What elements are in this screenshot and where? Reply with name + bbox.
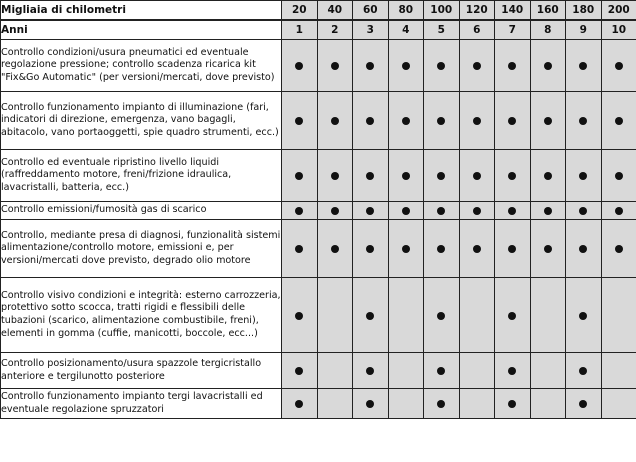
schedule-cell bbox=[530, 150, 566, 202]
bullet-dot-icon bbox=[366, 172, 374, 180]
years-header-row bbox=[1, 20, 636, 40]
schedule-cell bbox=[424, 389, 460, 419]
bullet-dot-icon bbox=[508, 312, 516, 320]
bullet-dot-icon bbox=[295, 62, 303, 70]
bullet-dot-icon bbox=[508, 62, 516, 70]
years-header-cell: 6 bbox=[459, 20, 495, 40]
km-header-cell: 20 bbox=[282, 1, 318, 21]
schedule-cell bbox=[424, 220, 460, 278]
bullet-dot-icon bbox=[366, 207, 374, 215]
schedule-cell bbox=[530, 40, 566, 92]
bullet-dot-icon bbox=[331, 207, 339, 215]
bullet-dot-icon bbox=[508, 117, 516, 125]
years-header-label: Anni bbox=[1, 20, 282, 40]
schedule-cell bbox=[424, 92, 460, 150]
schedule-cell bbox=[601, 353, 636, 389]
bullet-dot-icon bbox=[544, 172, 552, 180]
bullet-dot-icon bbox=[295, 245, 303, 253]
schedule-cell bbox=[566, 353, 602, 389]
bullet-dot-icon bbox=[331, 245, 339, 253]
schedule-cell bbox=[601, 389, 636, 419]
years-header-cell: 10 bbox=[601, 20, 636, 40]
schedule-cell bbox=[317, 92, 353, 150]
schedule-cell bbox=[388, 202, 424, 220]
bullet-dot-icon bbox=[437, 207, 445, 215]
bullet-dot-icon bbox=[437, 62, 445, 70]
schedule-cell bbox=[530, 353, 566, 389]
bullet-dot-icon bbox=[402, 117, 410, 125]
schedule-cell bbox=[282, 202, 318, 220]
schedule-cell bbox=[388, 220, 424, 278]
table-row bbox=[1, 92, 636, 150]
km-header-cell: 140 bbox=[495, 1, 531, 21]
bullet-dot-icon bbox=[366, 245, 374, 253]
km-header-cell: 160 bbox=[530, 1, 566, 21]
years-header-cell: 9 bbox=[566, 20, 602, 40]
operation-description: Controllo funzionamento impianto di illuminazione (fari, indicatori di direzione, emergenza, vano bagagli, abitacolo, vano portaoggetti, spie quadro strumenti, ecc.) bbox=[1, 92, 282, 150]
bullet-dot-icon bbox=[366, 400, 374, 408]
bullet-dot-icon bbox=[295, 400, 303, 408]
km-header-cell: 100 bbox=[424, 1, 460, 21]
bullet-dot-icon bbox=[295, 207, 303, 215]
schedule-cell bbox=[353, 278, 389, 353]
bullet-dot-icon bbox=[295, 367, 303, 375]
bullet-dot-icon bbox=[331, 172, 339, 180]
operation-description: Controllo posizionamento/usura spazzole tergicristallo anteriore e tergilunotto posteriore bbox=[1, 353, 282, 389]
operation-description: Controllo condizioni/usura pneumatici ed eventuale regolazione pressione; controllo scadenza ricarica kit "Fix&Go Automatic" (per versioni/mercati, dove previsto) bbox=[1, 40, 282, 92]
bullet-dot-icon bbox=[579, 367, 587, 375]
operation-description: Controllo funzionamento impianto tergi lavacristalli ed eventuale regolazione spruzzatori bbox=[1, 389, 282, 419]
schedule-cell bbox=[353, 389, 389, 419]
maintenance-rows bbox=[1, 40, 636, 419]
bullet-dot-icon bbox=[437, 367, 445, 375]
bullet-dot-icon bbox=[366, 312, 374, 320]
schedule-cell bbox=[566, 389, 602, 419]
km-header-cell: 60 bbox=[353, 1, 389, 21]
bullet-dot-icon bbox=[473, 245, 481, 253]
schedule-cell bbox=[566, 202, 602, 220]
schedule-cell bbox=[459, 40, 495, 92]
bullet-dot-icon bbox=[579, 400, 587, 408]
schedule-cell bbox=[388, 389, 424, 419]
schedule-cell bbox=[424, 278, 460, 353]
schedule-cell bbox=[495, 40, 531, 92]
schedule-cell bbox=[282, 92, 318, 150]
schedule-cell bbox=[388, 92, 424, 150]
bullet-dot-icon bbox=[473, 117, 481, 125]
bullet-dot-icon bbox=[579, 245, 587, 253]
bullet-dot-icon bbox=[579, 117, 587, 125]
schedule-cell bbox=[495, 220, 531, 278]
schedule-cell bbox=[353, 40, 389, 92]
schedule-cell bbox=[566, 220, 602, 278]
table-row bbox=[1, 278, 636, 353]
bullet-dot-icon bbox=[366, 117, 374, 125]
bullet-dot-icon bbox=[544, 62, 552, 70]
schedule-cell bbox=[495, 92, 531, 150]
bullet-dot-icon bbox=[473, 62, 481, 70]
bullet-dot-icon bbox=[437, 312, 445, 320]
bullet-dot-icon bbox=[615, 62, 623, 70]
years-header-cell: 1 bbox=[282, 20, 318, 40]
bullet-dot-icon bbox=[437, 400, 445, 408]
bullet-dot-icon bbox=[579, 312, 587, 320]
schedule-cell bbox=[353, 150, 389, 202]
operation-description: Controllo ed eventuale ripristino livello liquidi (raffreddamento motore, freni/frizione idraulica, lavacristalli, batteria, ecc.) bbox=[1, 150, 282, 202]
bullet-dot-icon bbox=[508, 245, 516, 253]
table-row bbox=[1, 40, 636, 92]
bullet-dot-icon bbox=[366, 62, 374, 70]
table-row bbox=[1, 353, 636, 389]
bullet-dot-icon bbox=[366, 367, 374, 375]
schedule-cell bbox=[530, 389, 566, 419]
schedule-cell bbox=[495, 150, 531, 202]
schedule-cell bbox=[566, 150, 602, 202]
bullet-dot-icon bbox=[402, 62, 410, 70]
bullet-dot-icon bbox=[437, 117, 445, 125]
schedule-cell bbox=[424, 353, 460, 389]
operation-description: Controllo emissioni/fumosità gas di scarico bbox=[1, 202, 282, 220]
schedule-cell bbox=[566, 92, 602, 150]
bullet-dot-icon bbox=[508, 207, 516, 215]
table-row bbox=[1, 150, 636, 202]
bullet-dot-icon bbox=[579, 172, 587, 180]
schedule-cell bbox=[459, 202, 495, 220]
table-row bbox=[1, 202, 636, 220]
schedule-cell bbox=[317, 220, 353, 278]
schedule-cell bbox=[495, 353, 531, 389]
schedule-cell bbox=[459, 150, 495, 202]
schedule-cell bbox=[530, 278, 566, 353]
schedule-cell bbox=[353, 353, 389, 389]
schedule-cell bbox=[388, 353, 424, 389]
table-row bbox=[1, 389, 636, 419]
bullet-dot-icon bbox=[544, 245, 552, 253]
bullet-dot-icon bbox=[295, 312, 303, 320]
years-header-cell: 7 bbox=[495, 20, 531, 40]
bullet-dot-icon bbox=[615, 207, 623, 215]
schedule-cell bbox=[601, 92, 636, 150]
schedule-cell bbox=[353, 220, 389, 278]
schedule-cell bbox=[459, 220, 495, 278]
years-header-cell: 3 bbox=[353, 20, 389, 40]
bullet-dot-icon bbox=[437, 172, 445, 180]
bullet-dot-icon bbox=[579, 62, 587, 70]
schedule-cell bbox=[459, 92, 495, 150]
schedule-cell bbox=[282, 278, 318, 353]
bullet-dot-icon bbox=[508, 172, 516, 180]
years-header-cell: 4 bbox=[388, 20, 424, 40]
schedule-cell bbox=[495, 278, 531, 353]
schedule-cell bbox=[317, 202, 353, 220]
bullet-dot-icon bbox=[437, 245, 445, 253]
bullet-dot-icon bbox=[402, 207, 410, 215]
bullet-dot-icon bbox=[544, 207, 552, 215]
schedule-cell bbox=[317, 389, 353, 419]
schedule-cell bbox=[459, 353, 495, 389]
schedule-cell bbox=[282, 220, 318, 278]
schedule-cell bbox=[601, 278, 636, 353]
schedule-cell bbox=[459, 278, 495, 353]
schedule-cell bbox=[459, 389, 495, 419]
bullet-dot-icon bbox=[473, 207, 481, 215]
km-header-cell: 200 bbox=[601, 1, 636, 21]
years-header-cell: 2 bbox=[317, 20, 353, 40]
bullet-dot-icon bbox=[402, 172, 410, 180]
bullet-dot-icon bbox=[579, 207, 587, 215]
bullet-dot-icon bbox=[615, 117, 623, 125]
km-header-cell: 120 bbox=[459, 1, 495, 21]
bullet-dot-icon bbox=[473, 172, 481, 180]
schedule-cell bbox=[530, 220, 566, 278]
schedule-cell bbox=[388, 278, 424, 353]
schedule-cell bbox=[530, 92, 566, 150]
schedule-cell bbox=[424, 150, 460, 202]
years-header-cell: 8 bbox=[530, 20, 566, 40]
operation-description: Controllo visivo condizioni e integrità: esterno carrozzeria, protettivo sotto scocca, tratti rigidi e flessibili delle tubazioni (scarico, alimentazione combustibile, freni), elementi in gomma (cuffie, manicotti, boccole, ecc...) bbox=[1, 278, 282, 353]
schedule-cell bbox=[388, 150, 424, 202]
schedule-cell bbox=[495, 202, 531, 220]
schedule-cell bbox=[317, 278, 353, 353]
schedule-cell bbox=[388, 40, 424, 92]
bullet-dot-icon bbox=[544, 117, 552, 125]
km-header-cell: 40 bbox=[317, 1, 353, 21]
bullet-dot-icon bbox=[331, 62, 339, 70]
schedule-cell bbox=[601, 40, 636, 92]
schedule-cell bbox=[424, 202, 460, 220]
bullet-dot-icon bbox=[402, 245, 410, 253]
bullet-dot-icon bbox=[508, 400, 516, 408]
bullet-dot-icon bbox=[295, 117, 303, 125]
km-header-cell: 180 bbox=[566, 1, 602, 21]
bullet-dot-icon bbox=[615, 172, 623, 180]
schedule-cell bbox=[282, 150, 318, 202]
schedule-cell bbox=[530, 202, 566, 220]
schedule-cell bbox=[495, 389, 531, 419]
schedule-cell bbox=[317, 150, 353, 202]
schedule-cell bbox=[601, 150, 636, 202]
bullet-dot-icon bbox=[508, 367, 516, 375]
schedule-cell bbox=[424, 40, 460, 92]
schedule-cell bbox=[317, 40, 353, 92]
schedule-cell bbox=[601, 202, 636, 220]
table-row bbox=[1, 220, 636, 278]
bullet-dot-icon bbox=[331, 117, 339, 125]
years-header-cell: 5 bbox=[424, 20, 460, 40]
operation-description: Controllo, mediante presa di diagnosi, funzionalità sistemi alimentazione/controllo motore, emissioni e, per versioni/mercati dove previsto, degrado olio motore bbox=[1, 220, 282, 278]
schedule-cell bbox=[566, 278, 602, 353]
schedule-cell bbox=[566, 40, 602, 92]
schedule-cell bbox=[282, 389, 318, 419]
bullet-dot-icon bbox=[615, 245, 623, 253]
km-header-cell: 80 bbox=[388, 1, 424, 21]
schedule-cell bbox=[282, 40, 318, 92]
schedule-cell bbox=[317, 353, 353, 389]
bullet-dot-icon bbox=[295, 172, 303, 180]
schedule-cell bbox=[601, 220, 636, 278]
schedule-cell bbox=[353, 202, 389, 220]
km-header-label: Migliaia di chilometri bbox=[1, 1, 282, 21]
schedule-cell bbox=[282, 353, 318, 389]
km-header-row bbox=[1, 1, 636, 21]
schedule-cell bbox=[353, 92, 389, 150]
